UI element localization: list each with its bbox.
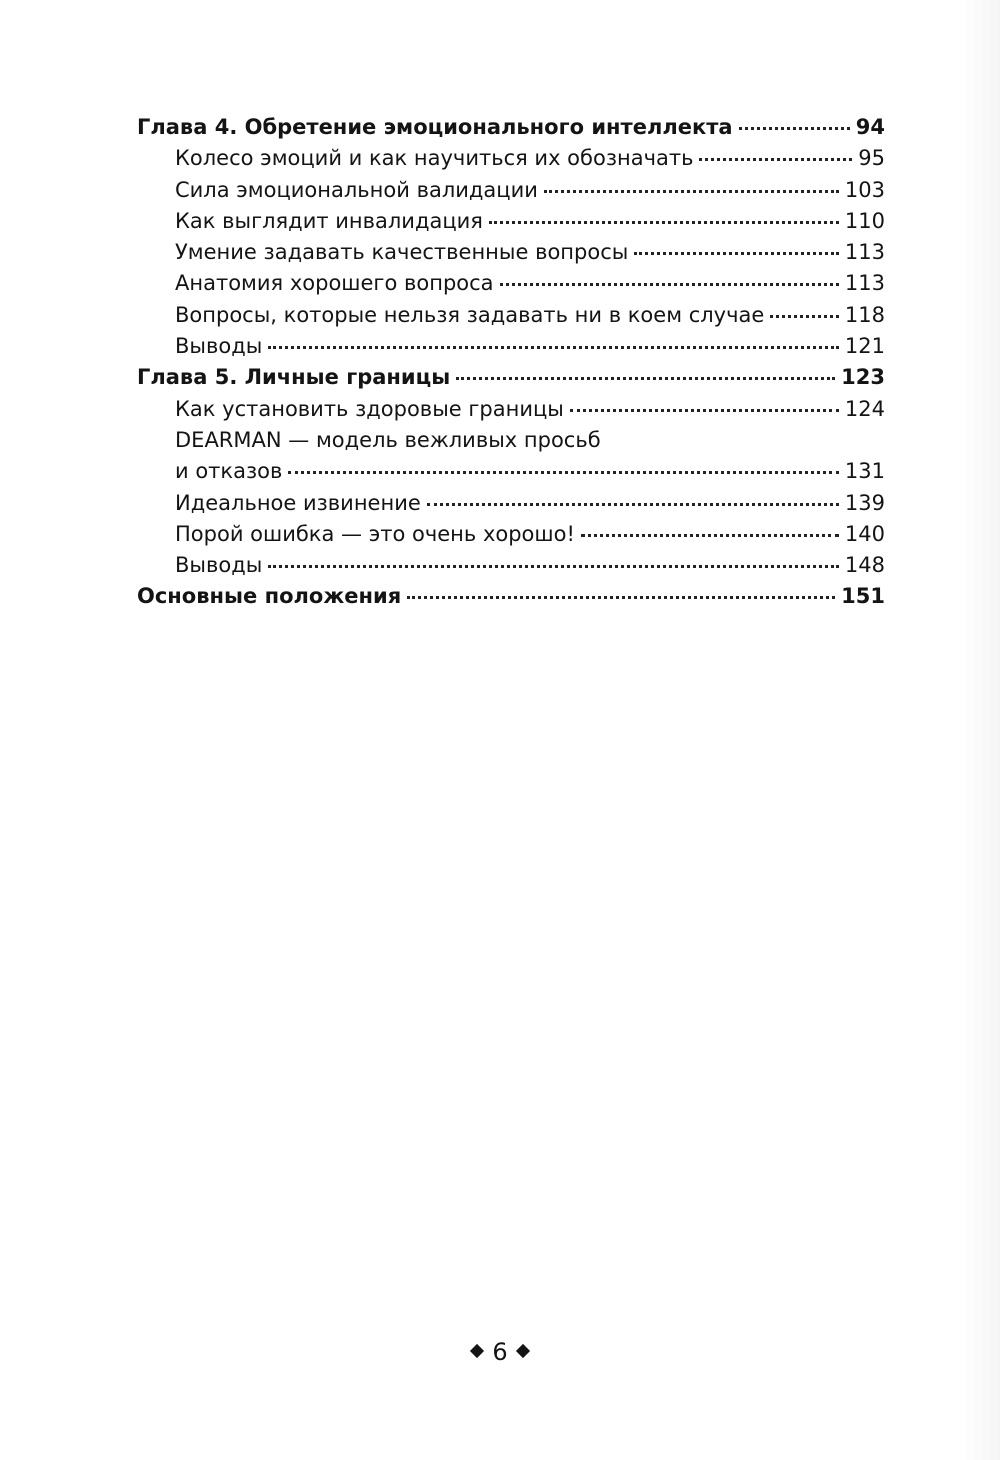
toc-section-first-line [137, 425, 885, 456]
toc-leader-dots [427, 503, 839, 506]
toc-leader-dots [288, 471, 839, 474]
diamond-ornament-icon [516, 1344, 530, 1358]
toc-page-number: 131 [844, 459, 885, 484]
toc-title: Выводы [175, 553, 263, 578]
toc-title: Сила эмоциональной валидации [175, 177, 538, 202]
toc-page-number: 148 [844, 553, 885, 578]
toc-title: Колесо эмоций и как научиться их обозначать [175, 146, 694, 171]
toc-leader-dots [570, 409, 839, 412]
toc-summary [137, 581, 885, 612]
toc-page-number: 140 [844, 521, 885, 546]
toc-chapter-4 [137, 112, 885, 143]
toc-page-number: 151 [841, 584, 885, 609]
toc-page-number: 139 [844, 490, 885, 515]
table-of-contents [137, 112, 885, 613]
toc-title: Выводы [175, 334, 263, 359]
toc-page-number: 94 [855, 115, 885, 139]
toc-page-number: 113 [844, 271, 885, 296]
toc-section [137, 268, 885, 299]
toc-title: Анатомия хорошего вопроса [175, 271, 494, 296]
toc-section [137, 519, 885, 550]
toc-leader-dots [268, 565, 839, 568]
toc-section [137, 175, 885, 206]
toc-page-number: 124 [844, 396, 885, 421]
toc-title: Как выглядит инвалидация [175, 208, 483, 233]
toc-chapter-5 [137, 362, 885, 393]
toc-leader-dots [500, 283, 839, 286]
toc-page-number: 118 [844, 302, 885, 327]
toc-section [137, 456, 885, 487]
toc-title: Глава 4. Обретение эмоционального интеллекта [137, 115, 733, 139]
toc-page-number: 103 [844, 177, 885, 202]
toc-title: Основные положения [137, 584, 402, 609]
toc-section [137, 300, 885, 331]
toc-section [137, 331, 885, 362]
toc-title: Порой ошибка — это очень хорошо! [175, 521, 575, 546]
toc-section [137, 143, 885, 174]
toc-title: и отказов [175, 459, 283, 484]
toc-title: Умение задавать качественные вопросы [175, 240, 629, 265]
toc-section [137, 237, 885, 268]
toc-leader-dots [268, 346, 839, 349]
toc-leader-dots [699, 158, 852, 161]
toc-leader-dots [544, 190, 839, 193]
toc-section [137, 550, 885, 581]
toc-title: Идеальное извинение [175, 490, 421, 515]
toc-section [137, 488, 885, 519]
toc-section [137, 206, 885, 237]
toc-leader-dots [489, 221, 839, 224]
toc-title: DEARMAN — модель вежливых просьб [175, 427, 601, 452]
toc-page-number: 121 [844, 334, 885, 359]
toc-leader-dots [407, 596, 835, 599]
toc-title: Глава 5. Личные границы [137, 365, 451, 390]
toc-leader-dots [456, 377, 835, 380]
page-number: 6 [492, 1338, 508, 1366]
page-footer [0, 1332, 1000, 1372]
toc-title: Вопросы, которые нельзя задавать ни в коем случае [175, 302, 765, 327]
toc-page-number: 123 [841, 365, 885, 390]
toc-section [137, 394, 885, 425]
toc-leader-dots [770, 315, 839, 318]
toc-title: Как установить здоровые границы [175, 396, 564, 421]
toc-leader-dots [739, 127, 850, 130]
toc-leader-dots [581, 534, 839, 537]
page-edge-shadow [958, 0, 1000, 1460]
toc-page-number: 113 [844, 240, 885, 265]
toc-leader-dots [634, 252, 839, 255]
diamond-ornament-icon [470, 1344, 484, 1358]
toc-page-number: 95 [858, 146, 885, 171]
toc-page-number: 110 [844, 208, 885, 233]
